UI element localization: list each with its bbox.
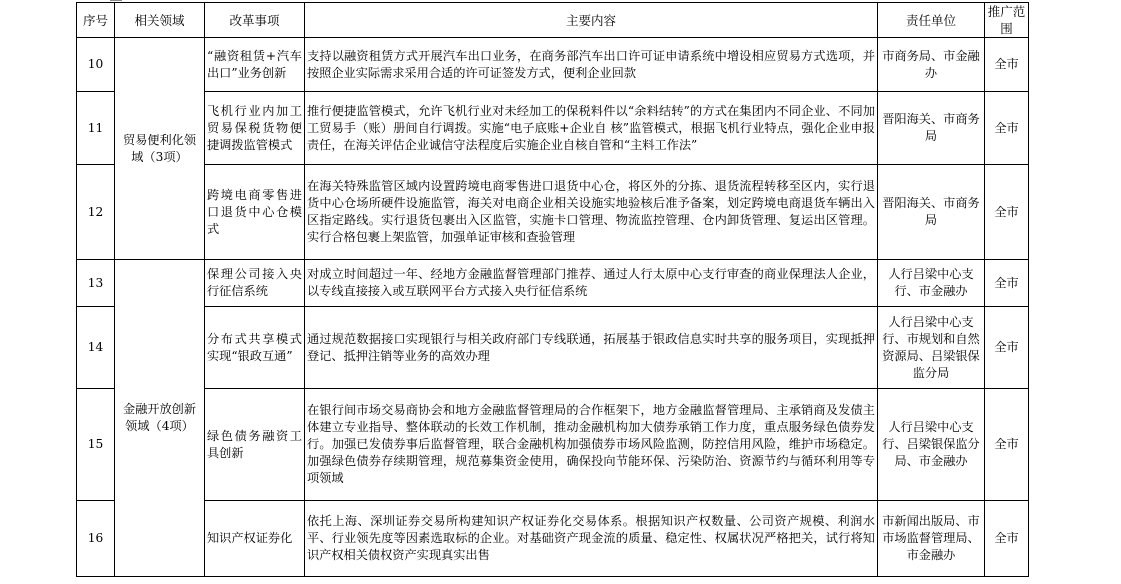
row-scope: 全市 bbox=[985, 307, 1029, 389]
top-edge-mark bbox=[110, 0, 122, 1]
row-content: 推行便捷监管模式，允许飞机行业对未经加工的保税料件以“余料结转”的方式在集团内不同企业、不同加工贸易手（账）册间自行调拨。实施“电子底账+企业自 核”监管模式，根据飞机行业特点，强化企业申报责任，在海关评估企业诚信守法程度后实施企业自核自管和“主料工作法” bbox=[305, 92, 878, 165]
row-seq: 12 bbox=[77, 165, 115, 260]
header-content: 主要内容 bbox=[305, 3, 878, 38]
header-unit: 责任单位 bbox=[878, 3, 985, 38]
row-unit: 人行吕梁中心支行、吕梁银保监分局、市金融办 bbox=[878, 389, 985, 501]
row-item: 绿色债务融资工具创新 bbox=[205, 389, 305, 501]
row-item: 飞机行业内加工贸易保税货物便捷调拨监管模式 bbox=[205, 92, 305, 165]
row-scope: 全市 bbox=[985, 501, 1029, 577]
row-scope: 全市 bbox=[985, 260, 1029, 307]
table-row bbox=[77, 501, 1029, 577]
row-seq: 15 bbox=[77, 389, 115, 501]
row-seq: 10 bbox=[77, 38, 115, 92]
table-row bbox=[77, 165, 1029, 260]
header-row bbox=[77, 3, 1029, 38]
table-row bbox=[77, 260, 1029, 307]
row-seq: 14 bbox=[77, 307, 115, 389]
header-scope: 推广范围 bbox=[985, 3, 1029, 38]
row-content: 支持以融资租赁方式开展汽车出口业务，在商务部汽车出口许可证申请系统中增设相应贸易方式选项，并按照企业实际需求采用合适的许可证签发方式，便利企业回款 bbox=[305, 38, 878, 92]
row-scope: 全市 bbox=[985, 389, 1029, 501]
row-content: 依托上海、深圳证券交易所构建知识产权证券化交易体系。根据知识产权数量、公司资产规模、利润水平、行业领先度等因素选取标的企业。对基础资产现金流的质量、稳定性、权属状况严格把关，试行将知识产权相关债权资产实现真实出售 bbox=[305, 501, 878, 577]
row-scope: 全市 bbox=[985, 165, 1029, 260]
row-unit: 晋阳海关、市商务局 bbox=[878, 165, 985, 260]
row-item: 保理公司接入央行征信系统 bbox=[205, 260, 305, 307]
row-scope: 全市 bbox=[985, 92, 1029, 165]
row-seq: 13 bbox=[77, 260, 115, 307]
header-field: 相关领域 bbox=[115, 3, 205, 38]
row-content: 通过规范数据接口实现银行与相关政府部门专线联通，拓展基于银政信息实时共享的服务项目，实现抵押登记、抵押注销等业务的高效办理 bbox=[305, 307, 878, 389]
row-unit: 人行吕梁中心支行、市金融办 bbox=[878, 260, 985, 307]
row-unit: 晋阳海关、市商务局 bbox=[878, 92, 985, 165]
header-seq: 序号 bbox=[77, 3, 115, 38]
row-scope: 全市 bbox=[985, 38, 1029, 92]
group-label-finance: 金融开放创新领域（4项） bbox=[115, 260, 205, 577]
reform-table-wrapper bbox=[76, 2, 1029, 577]
header-item: 改革事项 bbox=[205, 3, 305, 38]
row-item: 跨境电商零售进口退货中心仓模式 bbox=[205, 165, 305, 260]
row-item: “融资租赁+汽车出口”业务创新 bbox=[205, 38, 305, 92]
row-seq: 11 bbox=[77, 92, 115, 165]
table-row bbox=[77, 38, 1029, 92]
table-row bbox=[77, 307, 1029, 389]
row-content: 在海关特殊监管区域内设置跨境电商零售进口退货中心仓，将区外的分拣、退货流程转移至区内，实行退货中心仓场所硬件设施监管，海关对电商企业相关设施实地验核后准予备案，划定跨境电商退货车辆出入区指定路线。实行退货包裹出入区监管，实施卡口管理、物流监控管理、仓内卸货管理、复运出区管理。实行合格包裹上架监管，加强单证审核和查验管理 bbox=[305, 165, 878, 260]
row-content: 对成立时间超过一年、经地方金融监督管理部门推荐、通过人行太原中心支行审查的商业保理法人企业，以专线直接接入或互联网平台方式接入央行征信系统 bbox=[305, 260, 878, 307]
row-unit: 人行吕梁中心支行、市规划和自然资源局、吕梁银保监分局 bbox=[878, 307, 985, 389]
reform-table bbox=[76, 2, 1029, 577]
row-content: 在银行间市场交易商协会和地方金融监督管理局的合作框架下，地方金融监督管理局、主承销商及发债主体建立专业指导、整体联动的长效工作机制，推动金融机构加大债券承销工作力度，重点服务绿色债券发行。加强已发债券事后监督管理，联合金融机构加强债券市场风险监测，防控信用风险，维护市场稳定。加强绿色债券存续期管理，规范募集资金使用，确保投向节能环保、污染防治、资源节约与循环利用等专项领域 bbox=[305, 389, 878, 501]
group-label-trade: 贸易便利化领域（3项） bbox=[115, 38, 205, 260]
table-row bbox=[77, 389, 1029, 501]
table-row bbox=[77, 92, 1029, 165]
row-item: 分布式共享模式实现“银政互通” bbox=[205, 307, 305, 389]
row-seq: 16 bbox=[77, 501, 115, 577]
row-unit: 市商务局、市金融办 bbox=[878, 38, 985, 92]
row-unit: 市新闻出版局、市市场监督管理局、市金融办 bbox=[878, 501, 985, 577]
row-item: 知识产权证券化 bbox=[205, 501, 305, 577]
